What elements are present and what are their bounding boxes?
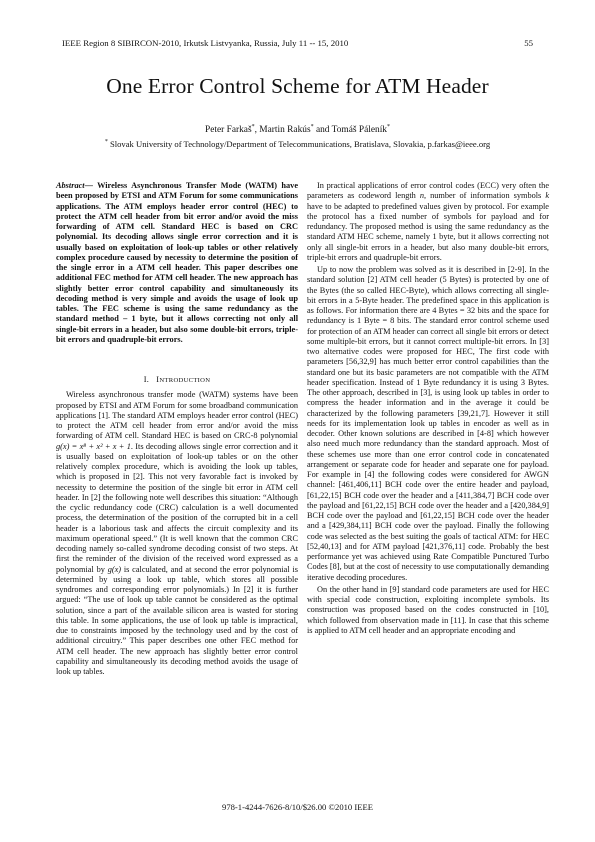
intro-paragraph	[56, 390, 298, 677]
crc-polynomial: g(x) = x⁸ + x² + x + 1	[56, 441, 131, 451]
paragraph-text: have to be adapted to predefined values given by protocol. For example the protocol has a fixed number of symbols for payload and for redundancy. The proposed method is using the same redundancy as the standard ATM HEC scheme, namely 1 byte, but it allows correcting not only all single-bit errors in a header, but also many double-bit errors, triple-bit errors and quadruple-bit errors.	[307, 201, 549, 262]
running-header	[62, 38, 533, 48]
author-list	[0, 125, 595, 135]
paper-title: One Error Control Scheme for ATM Header	[106, 74, 489, 98]
copyright-footer: 978-1-4244-7626-8/10/$26.00 ©2010 IEEE	[222, 802, 373, 812]
math-n: n	[419, 191, 425, 201]
paragraph-text: . Its decoding allows single error correction and it is usually based on exploitation of look-up tables or on the other relatively complex procedure, which is avoiding the look up tables, which is proposed in [2]. This not very favorable fact is invoked by necessity to determine the position of the single bit error in ATM cell header. In [2] the following note well describes this situation: “Although the cyclic redundancy code (CRC) calculation is a well documented process, the determination of the position of the corrupted bit in a cell header is a laborious task and affects the circuit complexity and its maximum operational speed.” (It is well known that the common CRC decoding namely so-called syndrome decoding consist of two steps. At first the reminder of the division of the received word expressed as a polynomial by	[56, 441, 298, 574]
author-name: Martin Rakús	[259, 125, 311, 135]
author-separator: ,	[254, 125, 260, 135]
abstract	[56, 181, 298, 345]
affiliation	[0, 139, 595, 149]
body-paragraph	[307, 181, 549, 263]
math-gx: g(x)	[107, 564, 122, 574]
paragraph-text: is calculated, and at second the error polynomial is determined by using a look up table, which stores all possible syndromes and corresponding error polynomials.) In [2] it is further argued: “The use of look up table cannot be considered as the optimal solution, since a part of the available silicon area is wasted for storing this table. In some applications, the use of look up table is impractical, due to constraints imposed by the technology used and by the cost of additional circuitry.” This paper describes one other FEC method for ATM cell header. The new approach has slightly better error control capability and simultaneously its decoding method avoids the usage of look up tables.	[56, 564, 298, 676]
abstract-lead: Abstract	[56, 181, 85, 190]
paragraph-text: Wireless asynchronous transfer mode (WATM) systems have been proposed by ETSI and ATM Forum for some broadband communication applications [1]. The standard ATM employs header error control (HEC) to protect the ATM cell header from error and/or avoid the miss forwarding of ATM cell. Standard HEC is based on	[56, 390, 298, 441]
paragraph-text: In practical applications of error control codes (ECC) very often the parameters as codeword length	[307, 181, 549, 201]
author-name: Peter Farkaš	[205, 125, 252, 135]
section-heading-rest: NTRODUCTION	[159, 377, 211, 384]
affiliation-mark: *	[251, 123, 255, 130]
crc-label: CRC-8 polynomial	[233, 431, 298, 441]
body-paragraph: On the other hand in [9] standard code parameters are used for HEC with special code construction, exploiting incomplete symbols. Its construction was proposed based on the codes constructed in [10], which followed from observation made in [11]. In case that this scheme is applied to ATM cell header and an appropriate encoding and	[307, 584, 549, 635]
paragraph-text: , number of information symbols	[424, 191, 546, 201]
math-k: k	[545, 191, 549, 201]
page-number: 55	[524, 38, 533, 48]
affiliation-text: Slovak University of Technology/Department of Telecommunications, Bratislava, Slovakia, p.farkas@ieee.org	[107, 139, 491, 149]
body-paragraph: Up to now the problem was solved as it is described in [2-9]. In the standard solution [2] ATM cell header (5 Bytes) is protected by one of the Bytes (the so called HEC-Byte), which allows correcting all single-bit errors in a 5-Byte header. The predefined space in this application is as follows. For information there are 4 Bytes = 32 bits and the space for redundancy is 1 Byte = 8 bits. The standard error control scheme used for protection of an ATM header can correct all single bit errors or detect some multiple-bit errors, but it cannot correct multiple-bit errors. In [3] two alternative codes were proposed for HEC, The first code with parameters [56,32,9] has much better error control capabilities than the standard one but its basic parameters are not compatible with the ATM header specification. Instead of 1 Byte redundancy it is using 3 Bytes. The other approach, described in [3], is using look up tables in order to compress the header information and in the average it could be characterized by the following parameters [39,21,7]. However it still needs for its implementation look up tables in encoder as well as in decoder. Other known solutions are described in [4-8] which however also need much more redundancy than the standard approach. Most of these schemes use more than one error control code in concatenated arrangement or separate code for header and separate one for payload. For example in [4] the following codes were considered for AWGN channel: [461,406,11] BCH code over the entire header and payload, [61,22,15] BCH code over the header and a [411,384,7] BCH code over the payload and [61,22,15] BCH code over the header and a [420,384,9] BCH code over the payload and [61,22,15] BCH code over the header and a [429,384,11] BCH code over the payload. Finally the following code was selected as the best suiting the goals of tactical ATM: for HEC [52,40,13] and for ATM payload [421,376,11] code. Probably the best performance yet was achieved using Rate Compatible Punctured Turbo Codes [8], but at the cost of necessity to use computationally demanding iterative decoding procedures.	[307, 265, 549, 582]
section-heading-initial: I	[156, 375, 160, 384]
right-column	[307, 181, 549, 636]
author-separator: and	[313, 125, 332, 135]
author-name: Tomáš Páleník	[331, 125, 387, 135]
left-column	[56, 181, 298, 677]
section-numeral: I.	[143, 375, 150, 384]
abstract-text: — Wireless Asynchronous Transfer Mode (WATM) have been proposed by ETSI and ATM Forum for some communications applications. The ATM employs header error control (HEC) to protect the ATM cell header from bit error and/or avoid the miss forwarding of ATM cell. Standard HEC is based on CRC polynomial. Its decoding allows single error correction and it is usually based on exploitation of look-up tables or other relatively complex procedure caused by necessity to determine the position of the single error in a ATM cell header. This paper describes one additional FEC method for ATM cell header. The new approach has slightly better error control capability and simultaneously its decoding method is very simple and avoids the usage of look up tables. The FEC scheme is using the same redundancy as the standard method – 1 byte, but it allows correcting not only all single-bit errors in a header, but also some double-bit errors, triple-bit errors and quadruple-bit errors.	[56, 181, 298, 344]
affiliation-mark: *	[104, 139, 108, 146]
affiliation-mark: *	[310, 123, 314, 130]
section-heading-introduction	[56, 375, 298, 386]
running-header-text: IEEE Region 8 SIBIRCON-2010, Irkutsk Listvyanka, Russia, July 11 -- 15, 2010	[62, 38, 349, 48]
affiliation-mark: *	[387, 123, 390, 130]
